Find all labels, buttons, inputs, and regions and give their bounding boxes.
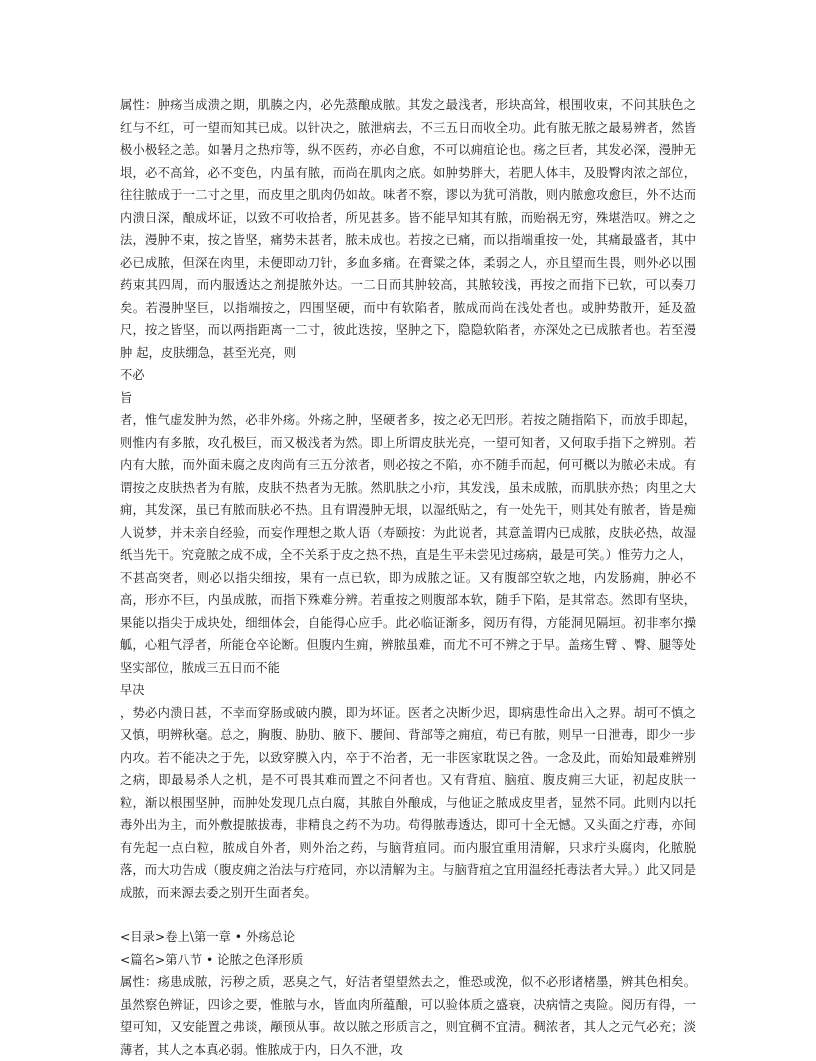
text-fragment: 旨 (120, 390, 133, 405)
body-paragraph: 属性：疡患成脓，污秽之质，恶臭之气，好洁者望望然去之，惟恐或浼，似不必形诸楮墨，辨其色相矣。虽然察色辨证，四诊之要，惟脓与水，皆血肉所蕴酿，可以验体质之盛衰，决病情之夷险。阅历有得，一望可知，又安能置之弗谈，颟顸从事。故以脓之形质言之，则宜稠不宜清。稠浓者，其人之元气必充；淡薄者，其人之本真必弱。惟脓成于内，日久不泄，攻 (120, 975, 696, 1057)
body-paragraph: 者，惟气虚发肿为然，必非外疡。外疡之肿，坚硬者多，按之必无凹形。若按之随指陷下，而放手即起，则惟内有多脓，攻孔极巨，而又极浅者为然。即上所谓皮肤光亮，一望可知者，又何取手指下之辨别。若内有大脓，而外面未腐之皮肉尚有三五分浓者，则必按之不陷，亦不随手而起，何可概以为脓必未成。有谓按之皮肤热者为有脓，皮肤不热者为无脓。然肌肤之小疖，其发浅，虽未成脓，而肌肤亦热；肉里之大痈，其发深，虽已有脓而肤必不热。且有谓漫肿无垠，以湿纸贴之，有一处先干，则其处有脓者，皆是痴人说梦，并未亲自经验，而妄作理想之欺人语（寿颐按：为此说者，其意盖谓内已成脓，皮肤必热，故湿纸当先干。究竟脓之成不成，全不关系于皮之热不热，直是生平未尝见过疡病，最是可笑。）惟劳力之人， (120, 413, 696, 562)
body-paragraph: ，势必内溃日甚，不幸而穿肠或破内膜，即为坏证。医者之决断少迟，即病患性命出入之界。胡可不慎之又慎，明辨秋毫。总之，胸腹、胁肋、腋下、腰间、背部等之痈疽，苟已有脓，则早一日泄毒，即少一步内攻。若不能决之于先，以致穿膜入内，卒于不治者，无一非医家耽误之咎。一念及此，而始知最难辨别之病，即最易杀人之机，是不可畏其难而置之不问者也。又有背疽、脑疽、腹皮痈三大证，初起皮肤一粒，渐以根围坚肿，而肿处发现几点白腐，其脓自外酿成，与他证之脓成皮里者，显然不同。此则内以托毒外出为主，而外敷提脓拔毒，非精良之药不为功。苟得脓毒透达，即可十全无憾。又头面之疔毒，亦间有先起一点白粒，脓成自外者，则外治之药，与脑背疽同。而内服宜重用清解，只求疔头腐肉，化脓脱落，而大功告成（腹皮痈之治法与疔疮同，亦以清解为主。与脑背疽之宜用温经托毒法者大异。）此又同是成脓，而来源去委之别开生面者矣。 (120, 705, 696, 900)
text-fragment: 早决 (120, 683, 145, 697)
section-gap (120, 904, 696, 926)
document-page (120, 94, 696, 1061)
body-paragraph: 不甚高突者，则必以指尖细按，果有一点已软，即为成脓之证。又有腹部空软之地，内发肠痈，肿必不高，形亦不巨，内虽成脓，而指下殊难分辨。若重按之则腹部本软，随手下陷，是其常态。然即有坚块，果能以指尖于成块处，细细体会，自能得心应手。此必临证渐多，阅历有得，方能洞见隔垣。初非率尔操觚，心粗气浮者，所能仓卒论断。但腹内生痈，辨脓虽难，而尤不可不辨之于早。盖疡生臂 、臀、腿等处坚实部位，脓成三五日而不能 (120, 570, 696, 675)
chapter-title-line: <篇名>第八节 • 论脓之色泽形质 (120, 952, 304, 967)
catalog-line: <目录>卷上\第一章 • 外疡总论 (120, 930, 296, 944)
text-fragment: 不必 (120, 368, 145, 382)
body-paragraph: 属性：肿疡当成溃之期，肌腠之内，必先蒸酿成脓。其发之最浅者，形块高耸，根围收束，不问其肤色之红与不红，可一望而知其已成。以针决之，脓泄病去，不三五日而收全功。此有脓无脓之最易辨者，然皆极小极轻之恙。如暑月之热疖等，纵不医药，亦必自愈，不可以痈疽论也。疡之巨者，其发必深，漫肿无垠，必不高耸，必不变色，内虽有脓，而尚在肌肉之底。如肿势胖大，若肥人体丰，及股臀肉浓之部位，往往脓成于一二寸之里，而皮里之肌肉仍如故。味者不察，谬以为犹可消散，则内脓愈攻愈巨，外不达而内溃日深，酿成坏证，以致不可收拾者，所见甚多。皆不能早知其有脓，而贻祸无穷，殊堪浩叹。辨之之法，漫肿不束，按之皆坚，痛势未甚者，脓未成也。若按之已痛，而以指端重按一处，其痛最盛者，其中必已成脓，但深在肉里，未便即动刀针，多血多痛。在膏粱之体，柔弱之人，亦且望而生畏，则外必以围药束其四周，而内服透达之剂提脓外达。一二日而其肿较高，其脓较浅，再按之而指下已软，可以奏刀矣。若漫肿坚巨，以指端按之，四围坚硬，而中有软陷者，脓成而尚在浅处者也。或肿势散开，延及盈尺，按之皆坚，而以两指距离一二寸，彼此迭按，坚肿之下，隐隐软陷者，亦深处之已成脓者也。若至漫肿 起，皮肤绷急，甚至光亮，则 (120, 98, 696, 360)
